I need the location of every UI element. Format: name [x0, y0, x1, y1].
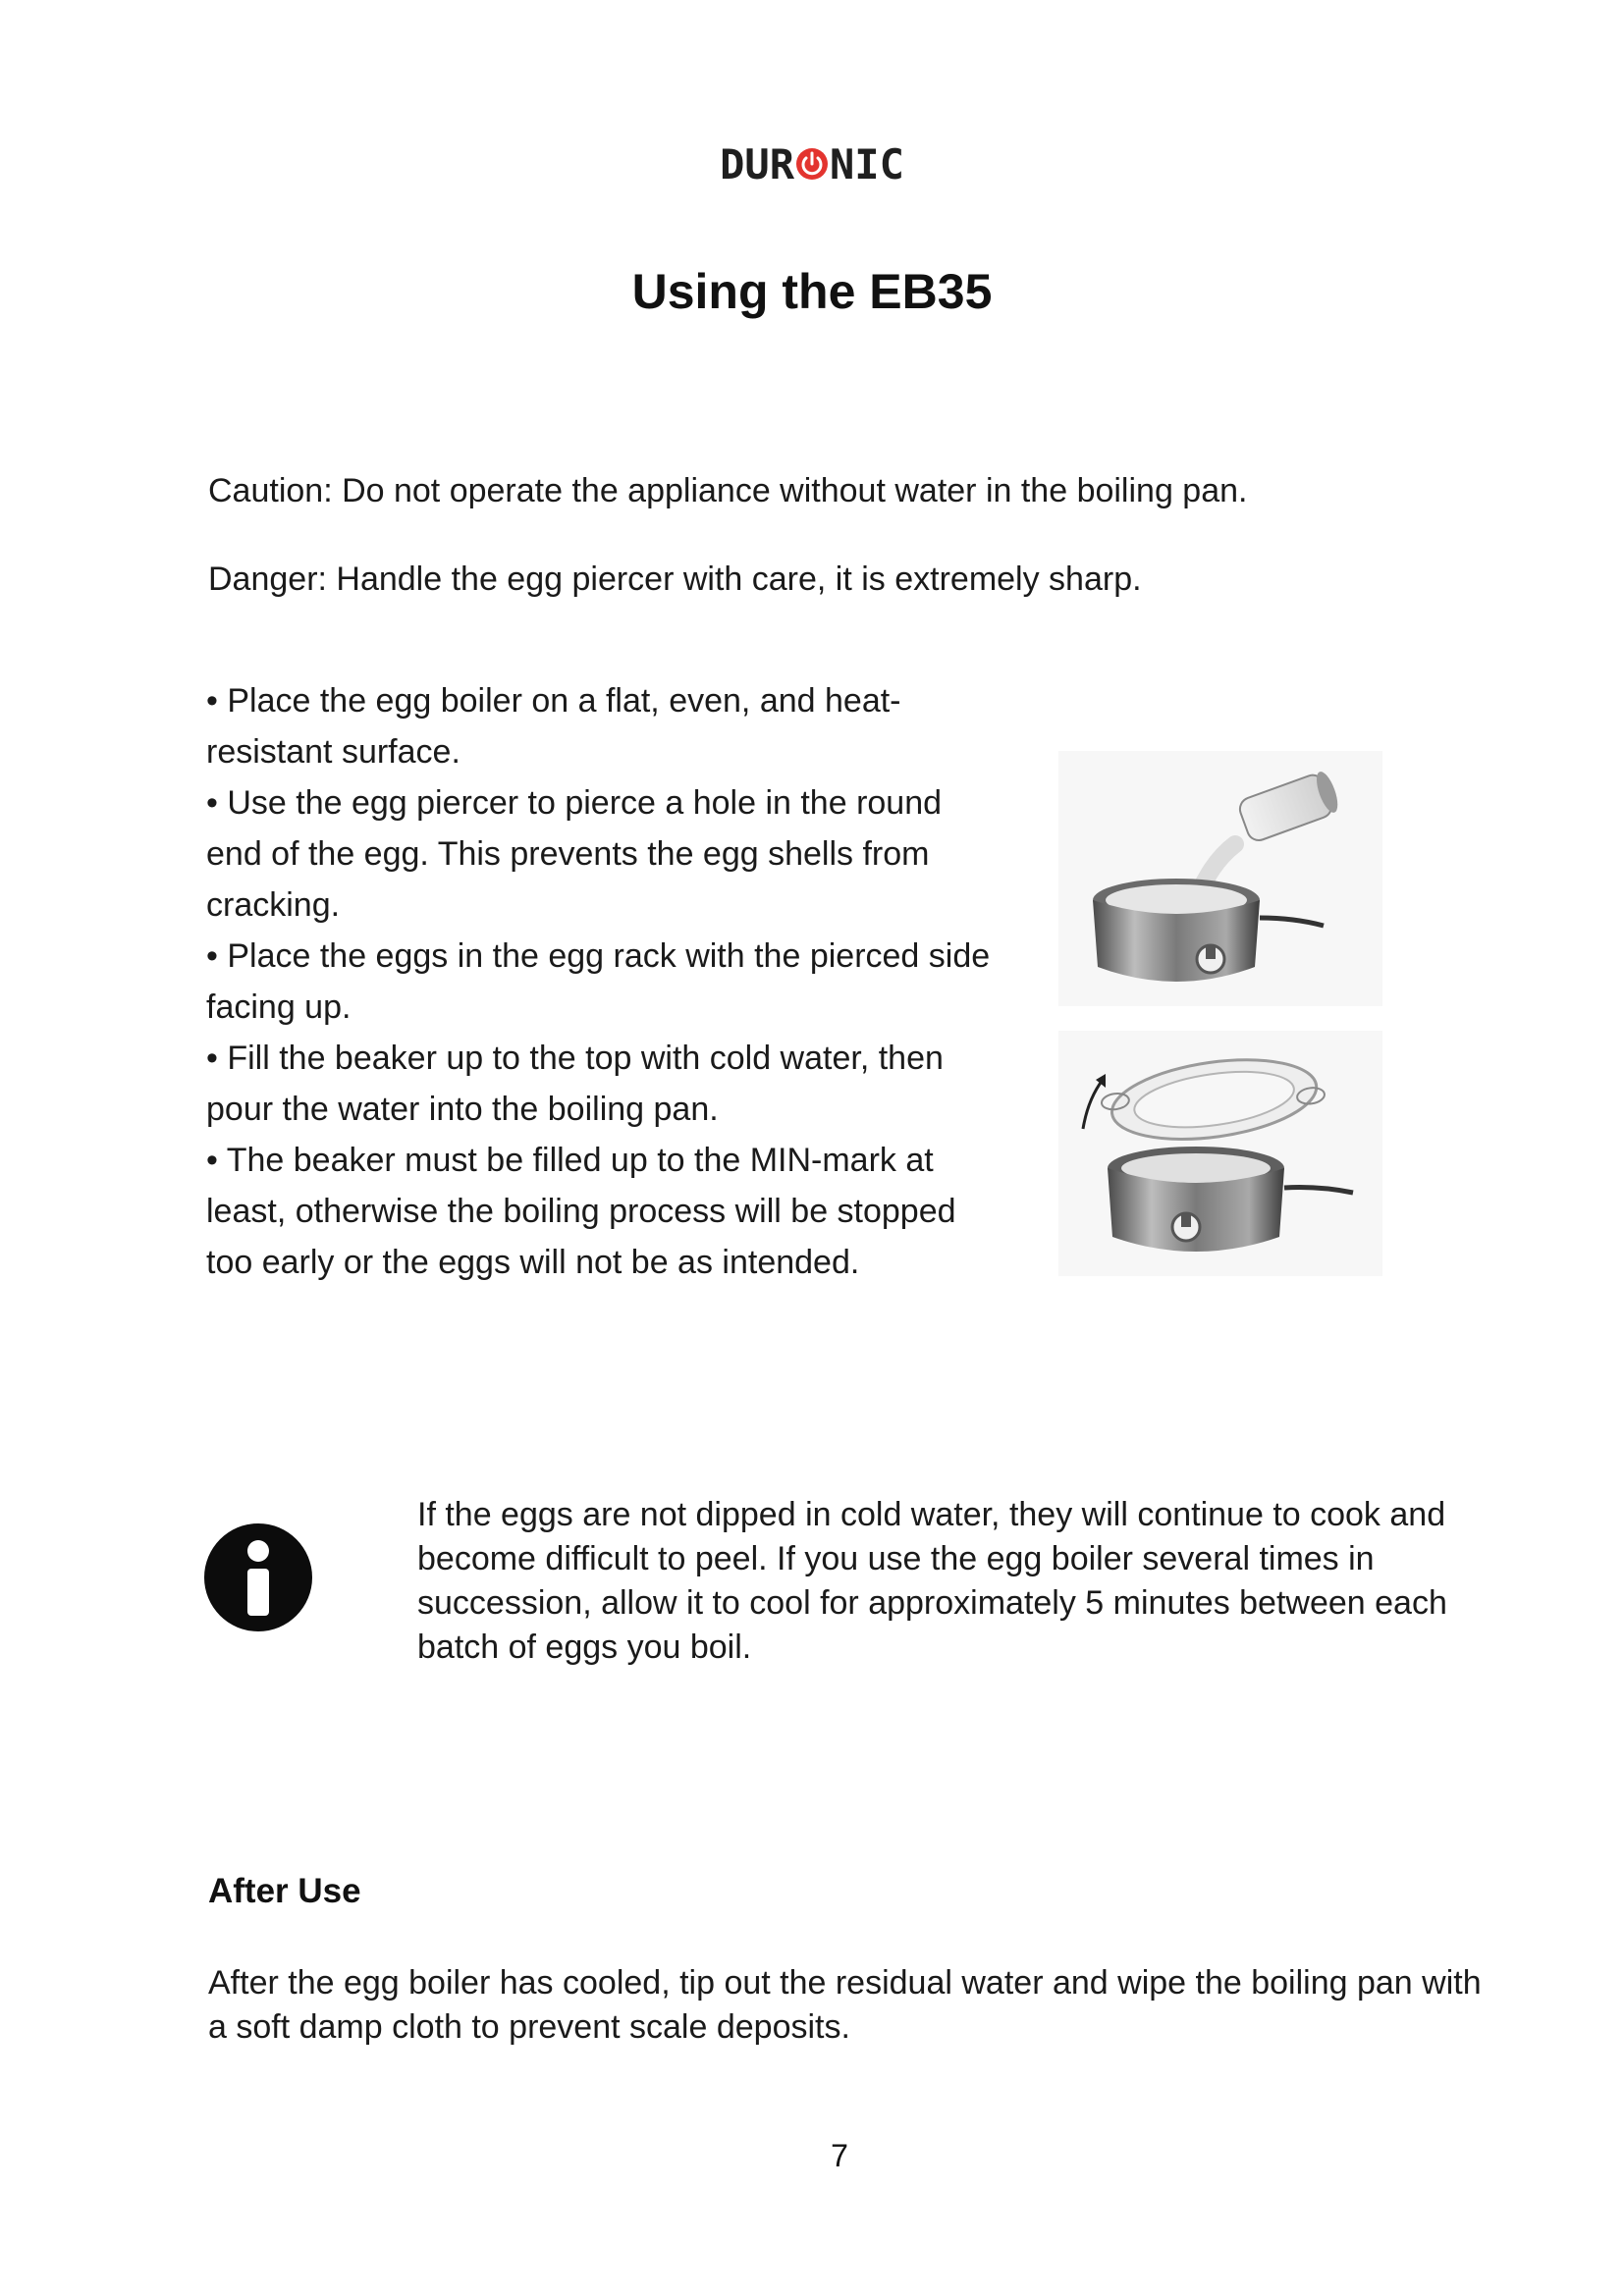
- page-number: 7: [831, 2138, 848, 2173]
- after-use-heading: After Use: [208, 1872, 361, 1910]
- instruction-list: [206, 675, 992, 1288]
- power-icon: [795, 147, 829, 181]
- brand-logo: [0, 139, 1624, 188]
- list-item: • Fill the beaker up to the top with cold water, then pour the water into the boiling pan.: [206, 1040, 944, 1128]
- pouring-water-illustration: [1058, 751, 1382, 1006]
- logo-text-left: DUR: [720, 139, 794, 188]
- list-item: • The beaker must be filled up to the MIN-mark at least, otherwise the boiling process will be stopped too early or the eggs will not be as intended.: [206, 1142, 956, 1281]
- list-item: • Use the egg piercer to pierce a hole in the round end of the egg. This prevents the egg shells from cracking.: [206, 784, 943, 924]
- info-icon: [202, 1522, 314, 1633]
- placing-lid-illustration: [1058, 1031, 1382, 1276]
- danger-text: Danger: Handle the egg piercer with care, it is extremely sharp.: [208, 561, 1142, 598]
- after-use-text: After the egg boiler has cooled, tip out the residual water and wipe the boiling pan with a soft damp cloth to prevent scale deposits.: [208, 1964, 1482, 2046]
- caution-text: Caution: Do not operate the appliance without water in the boiling pan.: [208, 472, 1248, 509]
- page-title: Using the EB35: [631, 264, 993, 319]
- list-item: • Place the eggs in the egg rack with the pierced side facing up.: [206, 937, 991, 1026]
- info-note: If the eggs are not dipped in cold water, they will continue to cook and become difficult to peel. If you use the egg boiler several times in succession, allow it to cool for approximately 5 minutes between each batch of eggs you boil.: [417, 1496, 1447, 1666]
- list-item: • Place the egg boiler on a flat, even, and heat-resistant surface.: [206, 682, 901, 771]
- logo-text-right: NIC: [830, 139, 904, 188]
